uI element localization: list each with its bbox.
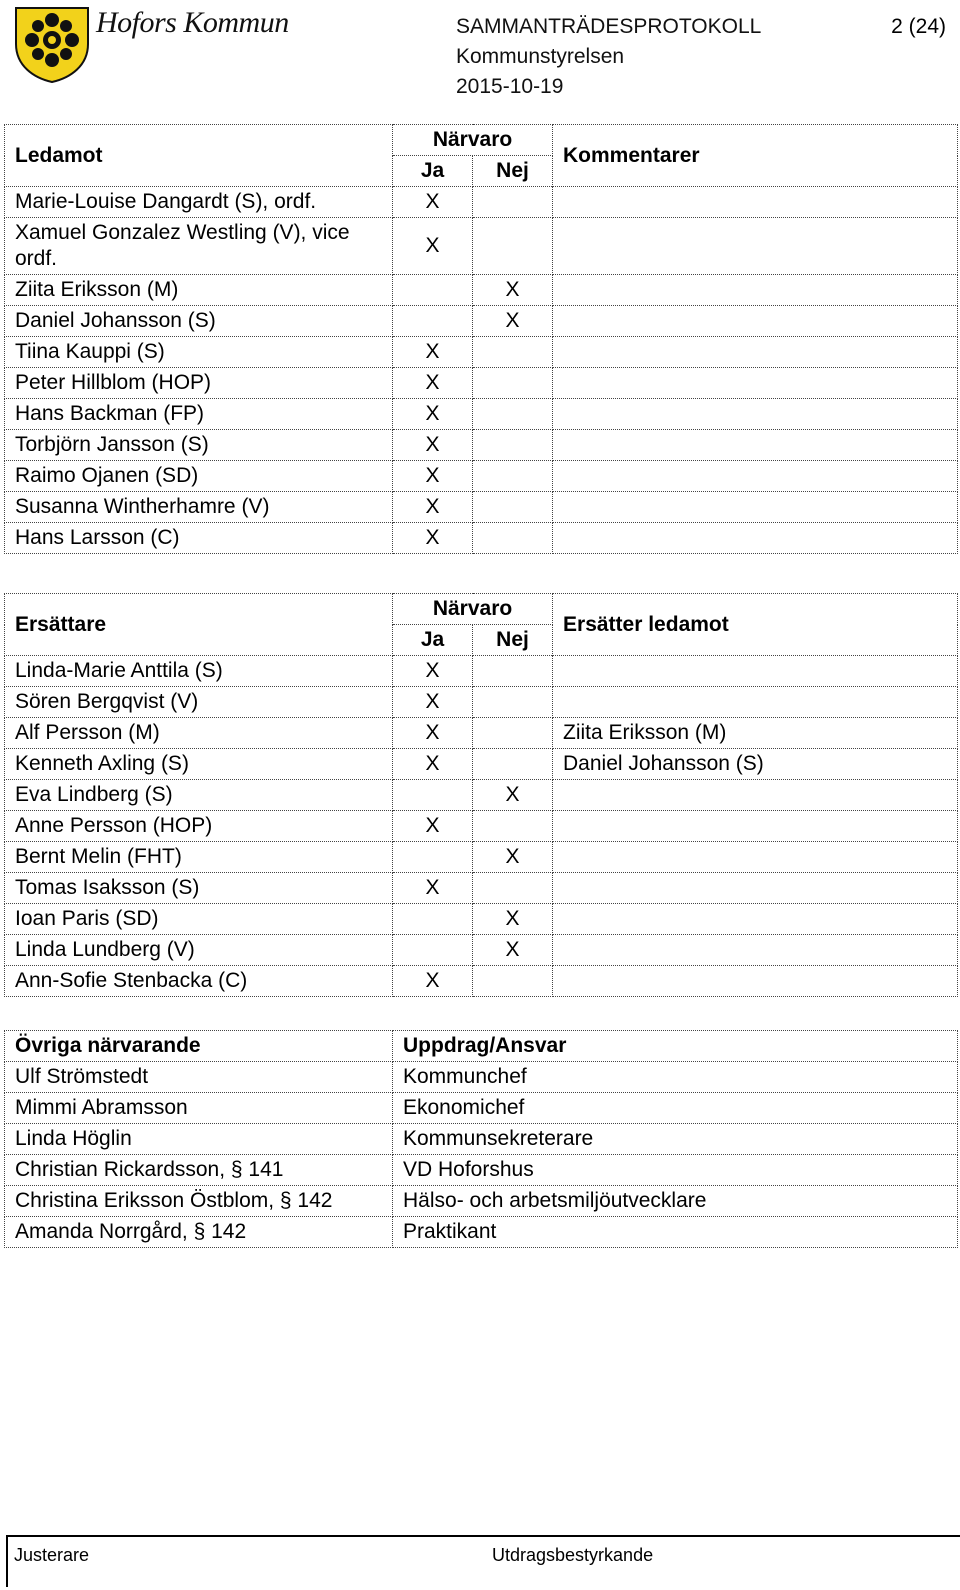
meeting-date: 2015-10-19 — [456, 75, 564, 98]
attendee-name: Christina Eriksson Östblom, § 142 — [5, 1186, 393, 1217]
present-yes-mark: X — [393, 399, 473, 430]
col-header-role: Uppdrag/Ansvar — [393, 1031, 958, 1062]
present-yes-mark — [393, 904, 473, 935]
present-no-mark — [473, 966, 553, 997]
table-row — [5, 1062, 958, 1093]
table-row — [5, 523, 958, 554]
present-no-mark — [473, 492, 553, 523]
table-row — [5, 461, 958, 492]
substitute-name: Bernt Melin (FHT) — [5, 842, 393, 873]
present-yes-mark — [393, 935, 473, 966]
attendee-name: Amanda Norrgård, § 142 — [5, 1217, 393, 1248]
present-yes-mark: X — [393, 873, 473, 904]
member-name: Susanna Wintherhamre (V) — [5, 492, 393, 523]
attendee-role: Kommunsekreterare — [393, 1124, 958, 1155]
table-row — [5, 1124, 958, 1155]
present-yes-mark — [393, 275, 473, 306]
extract-certification-label: Utdragsbestyrkande — [492, 1545, 654, 1565]
hofors-coat-of-arms-logo — [12, 4, 92, 84]
present-no-mark — [473, 187, 553, 218]
comment-cell — [553, 399, 958, 430]
present-yes-mark: X — [393, 368, 473, 399]
member-name: Ziita Eriksson (M) — [5, 275, 393, 306]
present-no-mark — [473, 337, 553, 368]
present-no-mark: X — [473, 842, 553, 873]
table-header-row — [5, 1031, 958, 1062]
present-yes-mark: X — [393, 337, 473, 368]
present-no-mark: X — [473, 306, 553, 337]
attendee-name: Ulf Strömstedt — [5, 1062, 393, 1093]
present-yes-mark: X — [393, 187, 473, 218]
member-name: Hans Larsson (C) — [5, 523, 393, 554]
present-yes-mark: X — [393, 430, 473, 461]
replaces-member: Daniel Johansson (S) — [553, 749, 958, 780]
substitutes-attendance-table — [4, 593, 958, 997]
table-row — [5, 656, 958, 687]
table-row — [5, 218, 958, 275]
attendee-role: Hälso- och arbetsmiljöutvecklare — [393, 1186, 958, 1217]
col-header-substitute: Ersättare — [5, 594, 393, 656]
signature-footer — [6, 1535, 960, 1587]
substitute-name: Kenneth Axling (S) — [5, 749, 393, 780]
table-row — [5, 1093, 958, 1124]
attendee-role: Praktikant — [393, 1217, 958, 1248]
table-row — [5, 368, 958, 399]
present-yes-mark: X — [393, 811, 473, 842]
col-header-others: Övriga närvarande — [5, 1031, 393, 1062]
present-yes-mark: X — [393, 966, 473, 997]
table-row — [5, 780, 958, 811]
table-row — [5, 904, 958, 935]
attendee-role: Ekonomichef — [393, 1093, 958, 1124]
substitute-name: Alf Persson (M) — [5, 718, 393, 749]
document-meta — [456, 12, 761, 102]
col-header-presence: Närvaro — [393, 125, 553, 156]
present-no-mark — [473, 368, 553, 399]
present-no-mark — [473, 399, 553, 430]
member-name: Marie-Louise Dangardt (S), ordf. — [5, 187, 393, 218]
replaces-member — [553, 687, 958, 718]
adjuster-label: Justerare — [14, 1545, 90, 1565]
present-no-mark: X — [473, 780, 553, 811]
member-name: Peter Hillblom (HOP) — [5, 368, 393, 399]
substitute-name: Linda-Marie Anttila (S) — [5, 656, 393, 687]
present-yes-mark: X — [393, 718, 473, 749]
table-row — [5, 430, 958, 461]
comment-cell — [553, 430, 958, 461]
member-name: Raimo Ojanen (SD) — [5, 461, 393, 492]
col-header-no: Nej — [473, 625, 553, 656]
table-row — [5, 1155, 958, 1186]
replaces-member — [553, 966, 958, 997]
table-row — [5, 935, 958, 966]
present-no-mark — [473, 461, 553, 492]
replaces-member — [553, 904, 958, 935]
attendee-role: Kommunchef — [393, 1062, 958, 1093]
substitute-name: Anne Persson (HOP) — [5, 811, 393, 842]
present-no-mark — [473, 873, 553, 904]
present-yes-mark: X — [393, 687, 473, 718]
comment-cell — [553, 368, 958, 399]
replaces-member — [553, 780, 958, 811]
table-row — [5, 1186, 958, 1217]
present-no-mark — [473, 687, 553, 718]
attendee-name: Christian Rickardsson, § 141 — [5, 1155, 393, 1186]
attendee-role: VD Hoforshus — [393, 1155, 958, 1186]
present-no-mark — [473, 430, 553, 461]
present-no-mark — [473, 718, 553, 749]
present-yes-mark: X — [393, 656, 473, 687]
others-present-table — [4, 1030, 958, 1248]
table-row — [5, 718, 958, 749]
col-header-yes: Ja — [393, 156, 473, 187]
present-no-mark — [473, 218, 553, 275]
present-no-mark: X — [473, 275, 553, 306]
table-row — [5, 749, 958, 780]
table-header-row — [5, 594, 958, 625]
member-name: Hans Backman (FP) — [5, 399, 393, 430]
table-row — [5, 275, 958, 306]
member-name: Daniel Johansson (S) — [5, 306, 393, 337]
table-row — [5, 811, 958, 842]
committee-name: Kommunstyrelsen — [456, 45, 625, 68]
present-no-mark — [473, 523, 553, 554]
col-header-comments: Kommentarer — [553, 125, 958, 187]
comment-cell — [553, 523, 958, 554]
replaces-member: Ziita Eriksson (M) — [553, 718, 958, 749]
present-yes-mark: X — [393, 749, 473, 780]
substitute-name: Linda Lundberg (V) — [5, 935, 393, 966]
members-attendance-table — [4, 124, 958, 554]
table-row — [5, 492, 958, 523]
attendee-name: Linda Höglin — [5, 1124, 393, 1155]
member-name: Tiina Kauppi (S) — [5, 337, 393, 368]
col-header-no: Nej — [473, 156, 553, 187]
table-row — [5, 1217, 958, 1248]
comment-cell — [553, 187, 958, 218]
present-no-mark — [473, 811, 553, 842]
substitute-name: Eva Lindberg (S) — [5, 780, 393, 811]
replaces-member — [553, 935, 958, 966]
comment-cell — [553, 306, 958, 337]
col-header-member: Ledamot — [5, 125, 393, 187]
document-type: SAMMANTRÄDESPROTOKOLL — [456, 15, 762, 38]
present-no-mark: X — [473, 935, 553, 966]
replaces-member — [553, 873, 958, 904]
table-row — [5, 187, 958, 218]
col-header-yes: Ja — [393, 625, 473, 656]
replaces-member — [553, 842, 958, 873]
substitute-name: Tomas Isaksson (S) — [5, 873, 393, 904]
present-yes-mark: X — [393, 461, 473, 492]
comment-cell — [553, 492, 958, 523]
substitute-name: Ioan Paris (SD) — [5, 904, 393, 935]
present-no-mark — [473, 656, 553, 687]
comment-cell — [553, 275, 958, 306]
col-header-presence: Närvaro — [393, 594, 553, 625]
attendee-name: Mimmi Abramsson — [5, 1093, 393, 1124]
table-row — [5, 337, 958, 368]
table-row — [5, 842, 958, 873]
table-row — [5, 306, 958, 337]
brand-name: Hofors Kommun — [96, 6, 289, 39]
present-yes-mark — [393, 306, 473, 337]
replaces-member — [553, 811, 958, 842]
page-number: 2 (24) — [891, 15, 946, 38]
table-row — [5, 399, 958, 430]
comment-cell — [553, 337, 958, 368]
table-header-row — [5, 125, 958, 156]
present-yes-mark — [393, 842, 473, 873]
col-header-replaces: Ersätter ledamot — [553, 594, 958, 656]
comment-cell — [553, 218, 958, 275]
present-yes-mark: X — [393, 492, 473, 523]
replaces-member — [553, 656, 958, 687]
substitute-name: Ann-Sofie Stenbacka (C) — [5, 966, 393, 997]
table-row — [5, 966, 958, 997]
present-no-mark: X — [473, 904, 553, 935]
present-no-mark — [473, 749, 553, 780]
present-yes-mark: X — [393, 218, 473, 275]
present-yes-mark — [393, 780, 473, 811]
comment-cell — [553, 461, 958, 492]
table-row — [5, 873, 958, 904]
present-yes-mark: X — [393, 523, 473, 554]
table-row — [5, 687, 958, 718]
substitute-name: Sören Bergqvist (V) — [5, 687, 393, 718]
member-name: Torbjörn Jansson (S) — [5, 430, 393, 461]
member-name: Xamuel Gonzalez Westling (V), vice ordf. — [5, 218, 393, 275]
